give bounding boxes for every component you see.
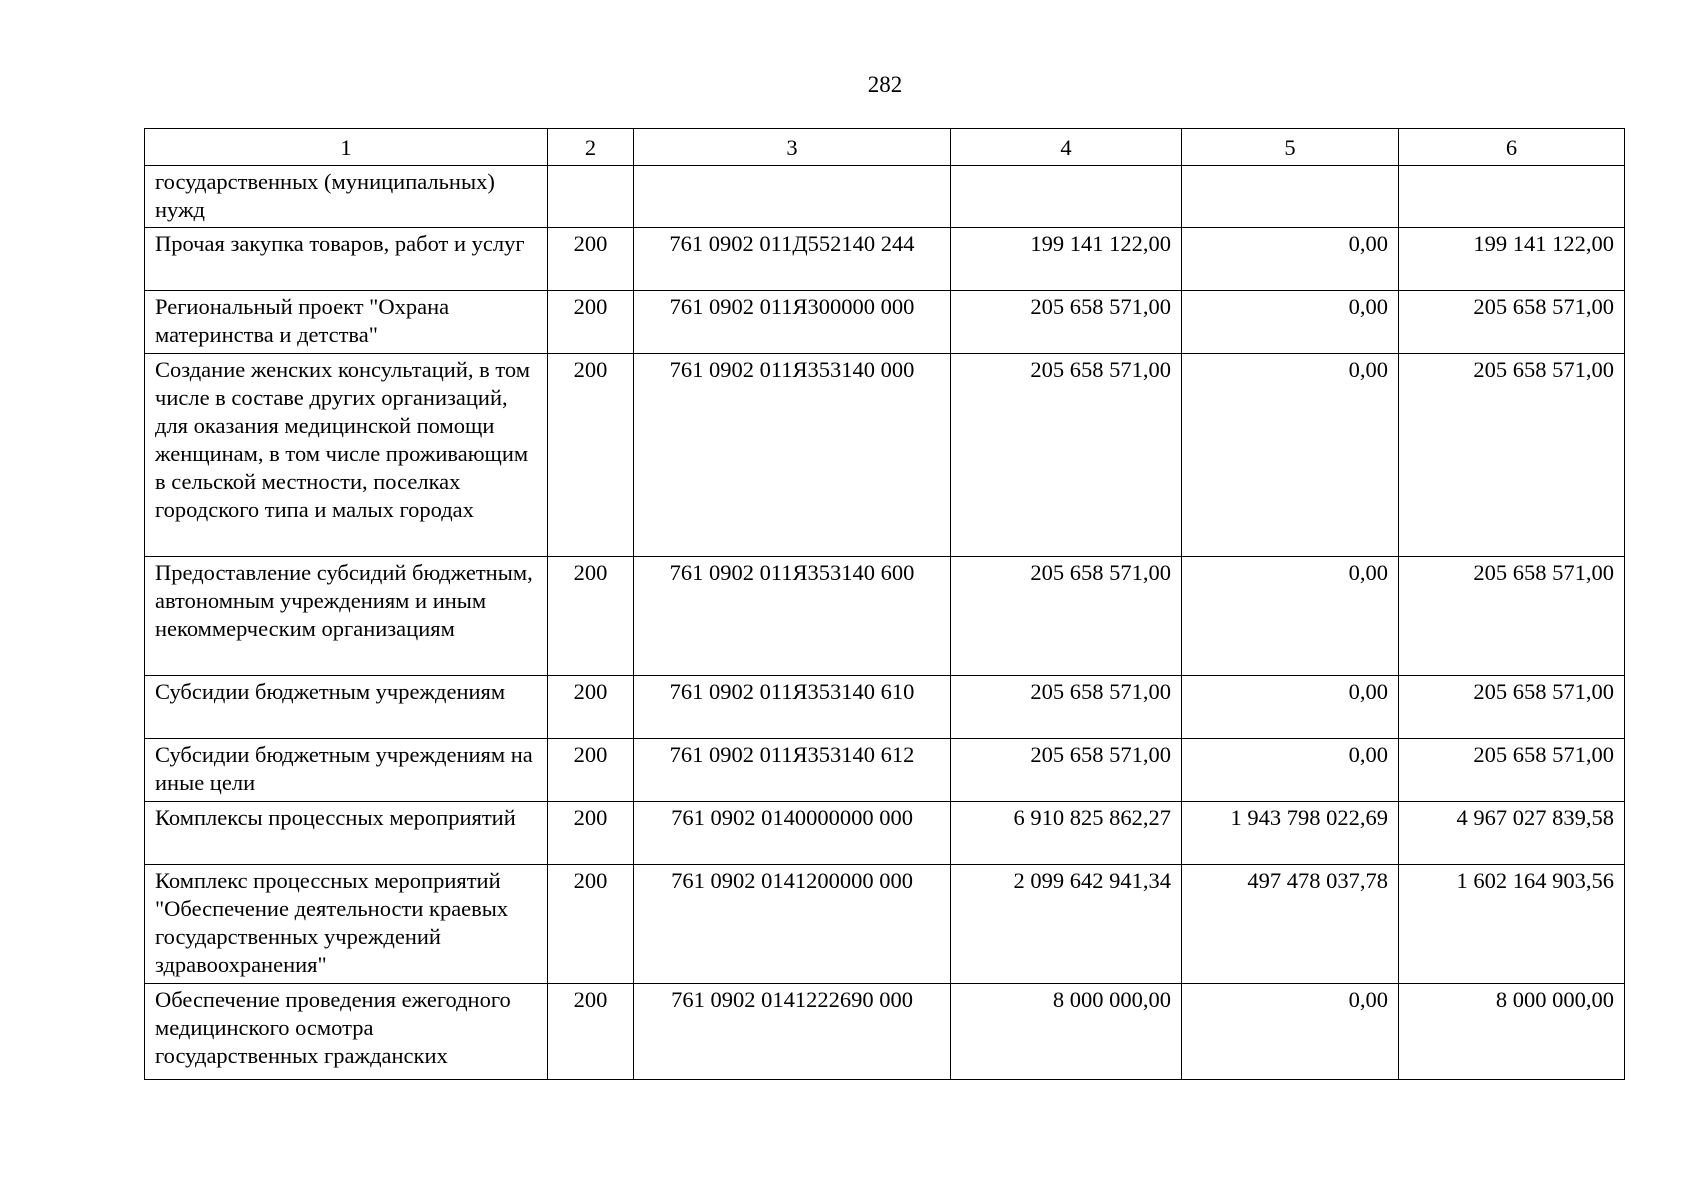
item-name-cell: Прочая закупка товаров, работ и услуг (145, 228, 548, 291)
table-row (145, 291, 1625, 354)
amount-cell: 205 658 571,00 (1399, 291, 1625, 354)
amount-cell: 0,00 (1182, 354, 1399, 557)
amount-cell (1182, 166, 1399, 228)
amount-cell: 2 099 642 941,34 (951, 865, 1182, 984)
item-name-cell: Создание женских консультаций, в том числе в составе других организаций, для оказания медицинской помощи женщинам, в том числе проживающим в сельской местности, поселках городского типа и малых городах (145, 354, 548, 557)
column-header: 1 (145, 129, 548, 166)
version-cell: 200 (548, 984, 634, 1080)
amount-cell: 205 658 571,00 (951, 676, 1182, 739)
version-cell: 200 (548, 354, 634, 557)
amount-cell: 4 967 027 839,58 (1399, 802, 1625, 865)
version-cell: 200 (548, 739, 634, 802)
amount-cell: 205 658 571,00 (1399, 739, 1625, 802)
amount-cell: 205 658 571,00 (951, 557, 1182, 676)
amount-cell: 199 141 122,00 (951, 228, 1182, 291)
version-cell: 200 (548, 291, 634, 354)
table-row (145, 984, 1625, 1080)
version-cell: 200 (548, 802, 634, 865)
classification-code-cell: 761 0902 011Я353140 600 (634, 557, 951, 676)
column-header: 6 (1399, 129, 1625, 166)
amount-cell (951, 166, 1182, 228)
classification-code-cell: 761 0902 011Я353140 610 (634, 676, 951, 739)
column-header: 3 (634, 129, 951, 166)
item-name-cell: Комплексы процессных мероприятий (145, 802, 548, 865)
amount-cell: 1 943 798 022,69 (1182, 802, 1399, 865)
amount-cell: 8 000 000,00 (951, 984, 1182, 1080)
amount-cell: 1 602 164 903,56 (1399, 865, 1625, 984)
classification-code-cell: 761 0902 011Я353140 612 (634, 739, 951, 802)
amount-cell: 8 000 000,00 (1399, 984, 1625, 1080)
table-row (145, 802, 1625, 865)
classification-code-cell (634, 166, 951, 228)
table-row (145, 865, 1625, 984)
version-cell: 200 (548, 676, 634, 739)
amount-cell: 497 478 037,78 (1182, 865, 1399, 984)
amount-cell: 6 910 825 862,27 (951, 802, 1182, 865)
column-header: 2 (548, 129, 634, 166)
budget-table (144, 128, 1625, 1080)
item-name-cell: Предоставление субсидий бюджетным, автономным учреждениям и иным некоммерческим организациям (145, 557, 548, 676)
table-row (145, 228, 1625, 291)
classification-code-cell: 761 0902 0141222690 000 (634, 984, 951, 1080)
amount-cell: 205 658 571,00 (1399, 557, 1625, 676)
version-cell (548, 166, 634, 228)
amount-cell: 205 658 571,00 (951, 291, 1182, 354)
amount-cell: 205 658 571,00 (951, 354, 1182, 557)
item-name-cell: Субсидии бюджетным учреждениям (145, 676, 548, 739)
amount-cell: 205 658 571,00 (1399, 676, 1625, 739)
classification-code-cell: 761 0902 011Я300000 000 (634, 291, 951, 354)
amount-cell: 0,00 (1182, 984, 1399, 1080)
amount-cell: 0,00 (1182, 228, 1399, 291)
item-name-cell: Комплекс процессных мероприятий "Обеспечение деятельности краевых государственных учреждений здравоохранения" (145, 865, 548, 984)
amount-cell: 199 141 122,00 (1399, 228, 1625, 291)
classification-code-cell: 761 0902 011Я353140 000 (634, 354, 951, 557)
item-name-cell: Субсидии бюджетным учреждениям на иные цели (145, 739, 548, 802)
classification-code-cell: 761 0902 0140000000 000 (634, 802, 951, 865)
item-name-cell: государственных (муниципальных) нужд (145, 166, 548, 228)
table-row (145, 739, 1625, 802)
classification-code-cell: 761 0902 0141200000 000 (634, 865, 951, 984)
item-name-cell: Обеспечение проведения ежегодного медицинского осмотра государственных гражданских (145, 984, 548, 1080)
amount-cell: 205 658 571,00 (1399, 354, 1625, 557)
item-name-cell: Региональный проект "Охрана материнства и детства" (145, 291, 548, 354)
page-number: 282 (867, 72, 903, 97)
column-header: 5 (1182, 129, 1399, 166)
version-cell: 200 (548, 865, 634, 984)
classification-code-cell: 761 0902 011Д552140 244 (634, 228, 951, 291)
amount-cell: 0,00 (1182, 676, 1399, 739)
amount-cell: 205 658 571,00 (951, 739, 1182, 802)
version-cell: 200 (548, 228, 634, 291)
amount-cell: 0,00 (1182, 557, 1399, 676)
table-row (145, 676, 1625, 739)
header-row (145, 129, 1625, 166)
table-row (145, 166, 1625, 228)
table-row (145, 354, 1625, 557)
version-cell: 200 (548, 557, 634, 676)
table-row (145, 557, 1625, 676)
amount-cell (1399, 166, 1625, 228)
column-header: 4 (951, 129, 1182, 166)
amount-cell: 0,00 (1182, 291, 1399, 354)
amount-cell: 0,00 (1182, 739, 1399, 802)
